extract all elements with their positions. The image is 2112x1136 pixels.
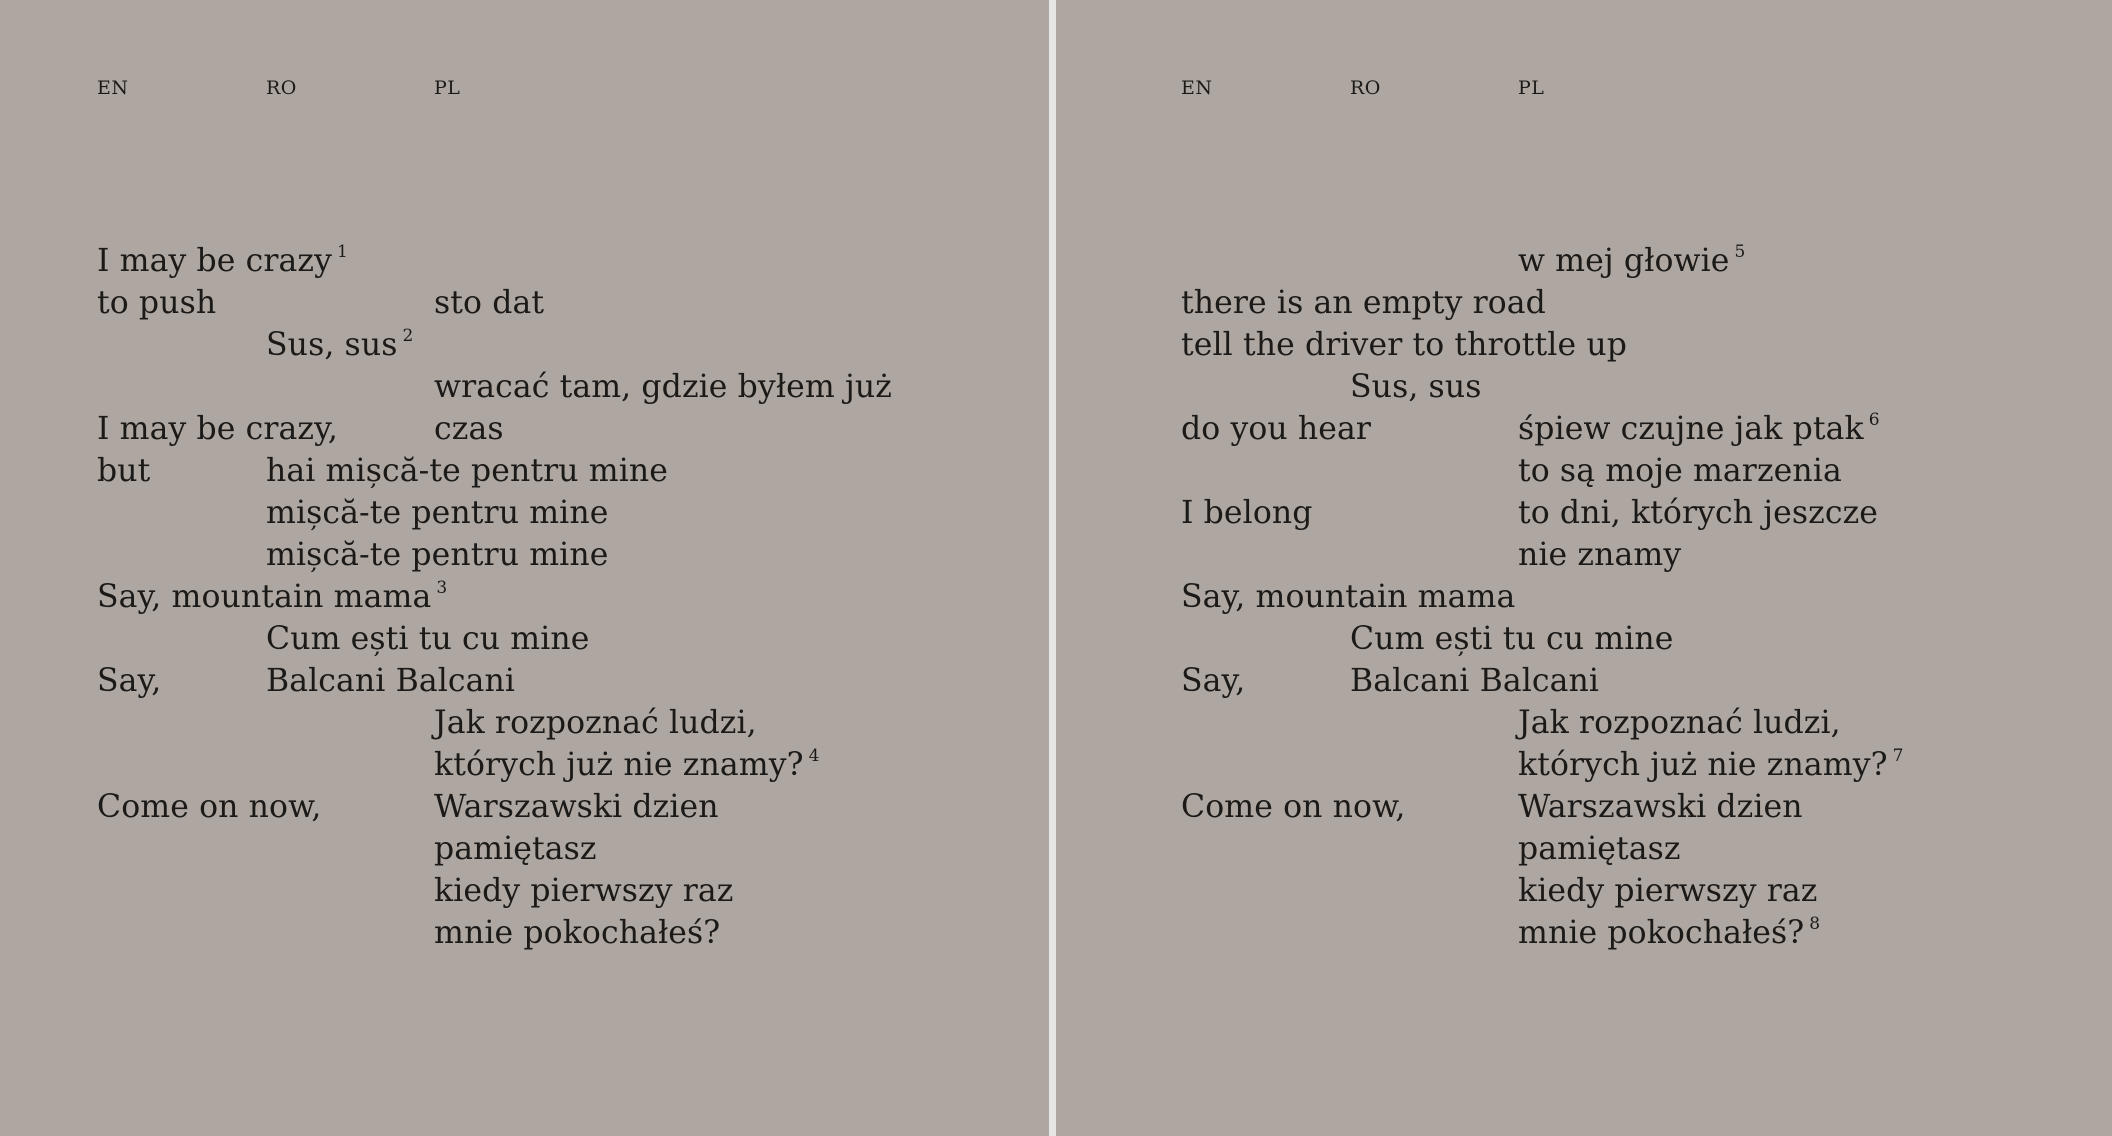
verse-line-pl	[434, 409, 504, 449]
verse-text: Say, mountain mama	[97, 579, 432, 615]
column-header-pl: PL	[1518, 77, 1545, 99]
verse-text: I may be crazy,	[97, 411, 338, 447]
footnote-marker: 7	[1892, 746, 1904, 766]
verse-line-pl	[1518, 787, 1803, 827]
verse-line-ro	[266, 493, 608, 533]
verse-line-en	[1181, 283, 1546, 323]
right-page	[1056, 0, 2112, 1136]
verse-text: śpiew czujne jak ptak	[1518, 411, 1864, 447]
footnote-marker: 5	[1734, 242, 1746, 262]
verse-text: Warszawski dzien	[1518, 789, 1803, 825]
verse-line-pl	[1518, 745, 1904, 785]
verse-text: Cum ești tu cu mine	[266, 621, 590, 657]
verse-line-en	[1181, 493, 1313, 533]
verse-line-en	[1181, 409, 1371, 449]
column-header-ro: RO	[266, 77, 297, 99]
verse-text: mișcă-te pentru mine	[266, 495, 609, 531]
verse-text: pamiętasz	[434, 831, 597, 867]
verse-text: mișcă-te pentru mine	[266, 537, 609, 573]
verse-text: mnie pokochałeś?	[1518, 915, 1805, 951]
column-header-ro: RO	[1350, 77, 1381, 99]
verse-text: których już nie znamy?	[1518, 747, 1888, 783]
verse-text: Jak rozpoznać ludzi,	[1518, 705, 1841, 741]
verse-text: Balcani Balcani	[266, 663, 516, 699]
verse-line-pl	[1518, 493, 1878, 533]
verse-line-pl	[1518, 829, 1681, 869]
verse-line-en	[97, 661, 161, 701]
verse-text: Sus, sus	[266, 327, 398, 363]
footnote-marker: 1	[337, 242, 348, 262]
verse-line-pl	[1518, 535, 1681, 575]
verse-line-pl	[434, 913, 720, 953]
footnote-marker: 8	[1809, 914, 1821, 934]
verse-text: to są moje marzenia	[1518, 453, 1842, 489]
verse-text: but	[97, 453, 151, 489]
verse-text: hai mișcă-te pentru mine	[266, 453, 669, 489]
verse-line-pl	[434, 367, 892, 407]
verse-line-ro	[266, 661, 515, 701]
verse-line-ro	[266, 619, 590, 659]
verse-text: w mej głowie	[1518, 243, 1730, 279]
verse-text: pamiętasz	[1518, 831, 1681, 867]
verse-text: Come on now,	[97, 789, 322, 825]
verse-line-en	[97, 409, 338, 449]
verse-text: I belong	[1181, 495, 1313, 531]
verse-text: Come on now,	[1181, 789, 1406, 825]
column-header-en: EN	[1181, 77, 1213, 99]
verse-line-ro	[1350, 619, 1674, 659]
verse-text: wracać tam, gdzie byłem już	[434, 369, 892, 405]
footnote-marker: 6	[1868, 410, 1880, 430]
verse-line-pl	[434, 829, 597, 869]
verse-line-en	[97, 787, 322, 827]
verse-text: to push	[97, 285, 217, 321]
verse-text: do you hear	[1181, 411, 1372, 447]
verse-text: sto dat	[434, 285, 545, 321]
verse-text: Warszawski dzien	[434, 789, 719, 825]
verse-text: Say, mountain mama	[1181, 579, 1516, 615]
verse-line-en	[97, 241, 348, 281]
verse-text: to dni, których jeszcze	[1518, 495, 1879, 531]
verse-text: kiedy pierwszy raz	[1518, 873, 1818, 909]
verse-line-pl	[1518, 913, 1820, 953]
verse-line-en	[1181, 325, 1627, 365]
verse-text: nie znamy	[1518, 537, 1682, 573]
left-page	[0, 0, 1049, 1136]
verse-line-en	[1181, 661, 1245, 701]
verse-text: kiedy pierwszy raz	[434, 873, 734, 909]
verse-line-ro	[266, 451, 668, 491]
verse-line-pl	[434, 871, 733, 911]
verse-line-pl	[1518, 241, 1745, 281]
verse-line-pl	[1518, 871, 1817, 911]
verse-text: których już nie znamy?	[434, 747, 804, 783]
verse-text: there is an empty road	[1181, 285, 1546, 321]
verse-line-en	[97, 451, 150, 491]
verse-text: Sus, sus	[1350, 369, 1482, 405]
verse-line-ro	[266, 325, 413, 365]
verse-text: tell the driver to throttle up	[1181, 327, 1627, 363]
verse-line-en	[97, 577, 447, 617]
footnote-marker: 4	[808, 746, 820, 766]
verse-text: Balcani Balcani	[1350, 663, 1600, 699]
verse-line-ro	[1350, 367, 1481, 407]
verse-line-pl	[1518, 703, 1841, 743]
page-gutter	[1049, 0, 1056, 1136]
verse-line-pl	[434, 703, 757, 743]
verse-line-pl	[1518, 451, 1842, 491]
verse-text: Cum ești tu cu mine	[1350, 621, 1674, 657]
column-header-pl: PL	[434, 77, 461, 99]
verse-text: Jak rozpoznać ludzi,	[434, 705, 757, 741]
verse-line-en	[1181, 577, 1515, 617]
verse-line-pl	[434, 787, 719, 827]
verse-text: I may be crazy	[97, 243, 333, 279]
verse-line-en	[1181, 787, 1406, 827]
footnote-marker: 2	[402, 326, 414, 346]
verse-line-en	[97, 283, 216, 323]
verse-text: mnie pokochałeś?	[434, 915, 721, 951]
column-header-en: EN	[97, 77, 129, 99]
verse-line-ro	[266, 535, 608, 575]
footnote-marker: 3	[436, 578, 448, 598]
verse-line-pl	[434, 745, 820, 785]
verse-text: Say,	[1181, 663, 1246, 699]
verse-line-pl	[434, 283, 544, 323]
verse-line-pl	[1518, 409, 1880, 449]
verse-line-ro	[1350, 661, 1599, 701]
verse-text: czas	[434, 411, 504, 447]
verse-text: Say,	[97, 663, 162, 699]
